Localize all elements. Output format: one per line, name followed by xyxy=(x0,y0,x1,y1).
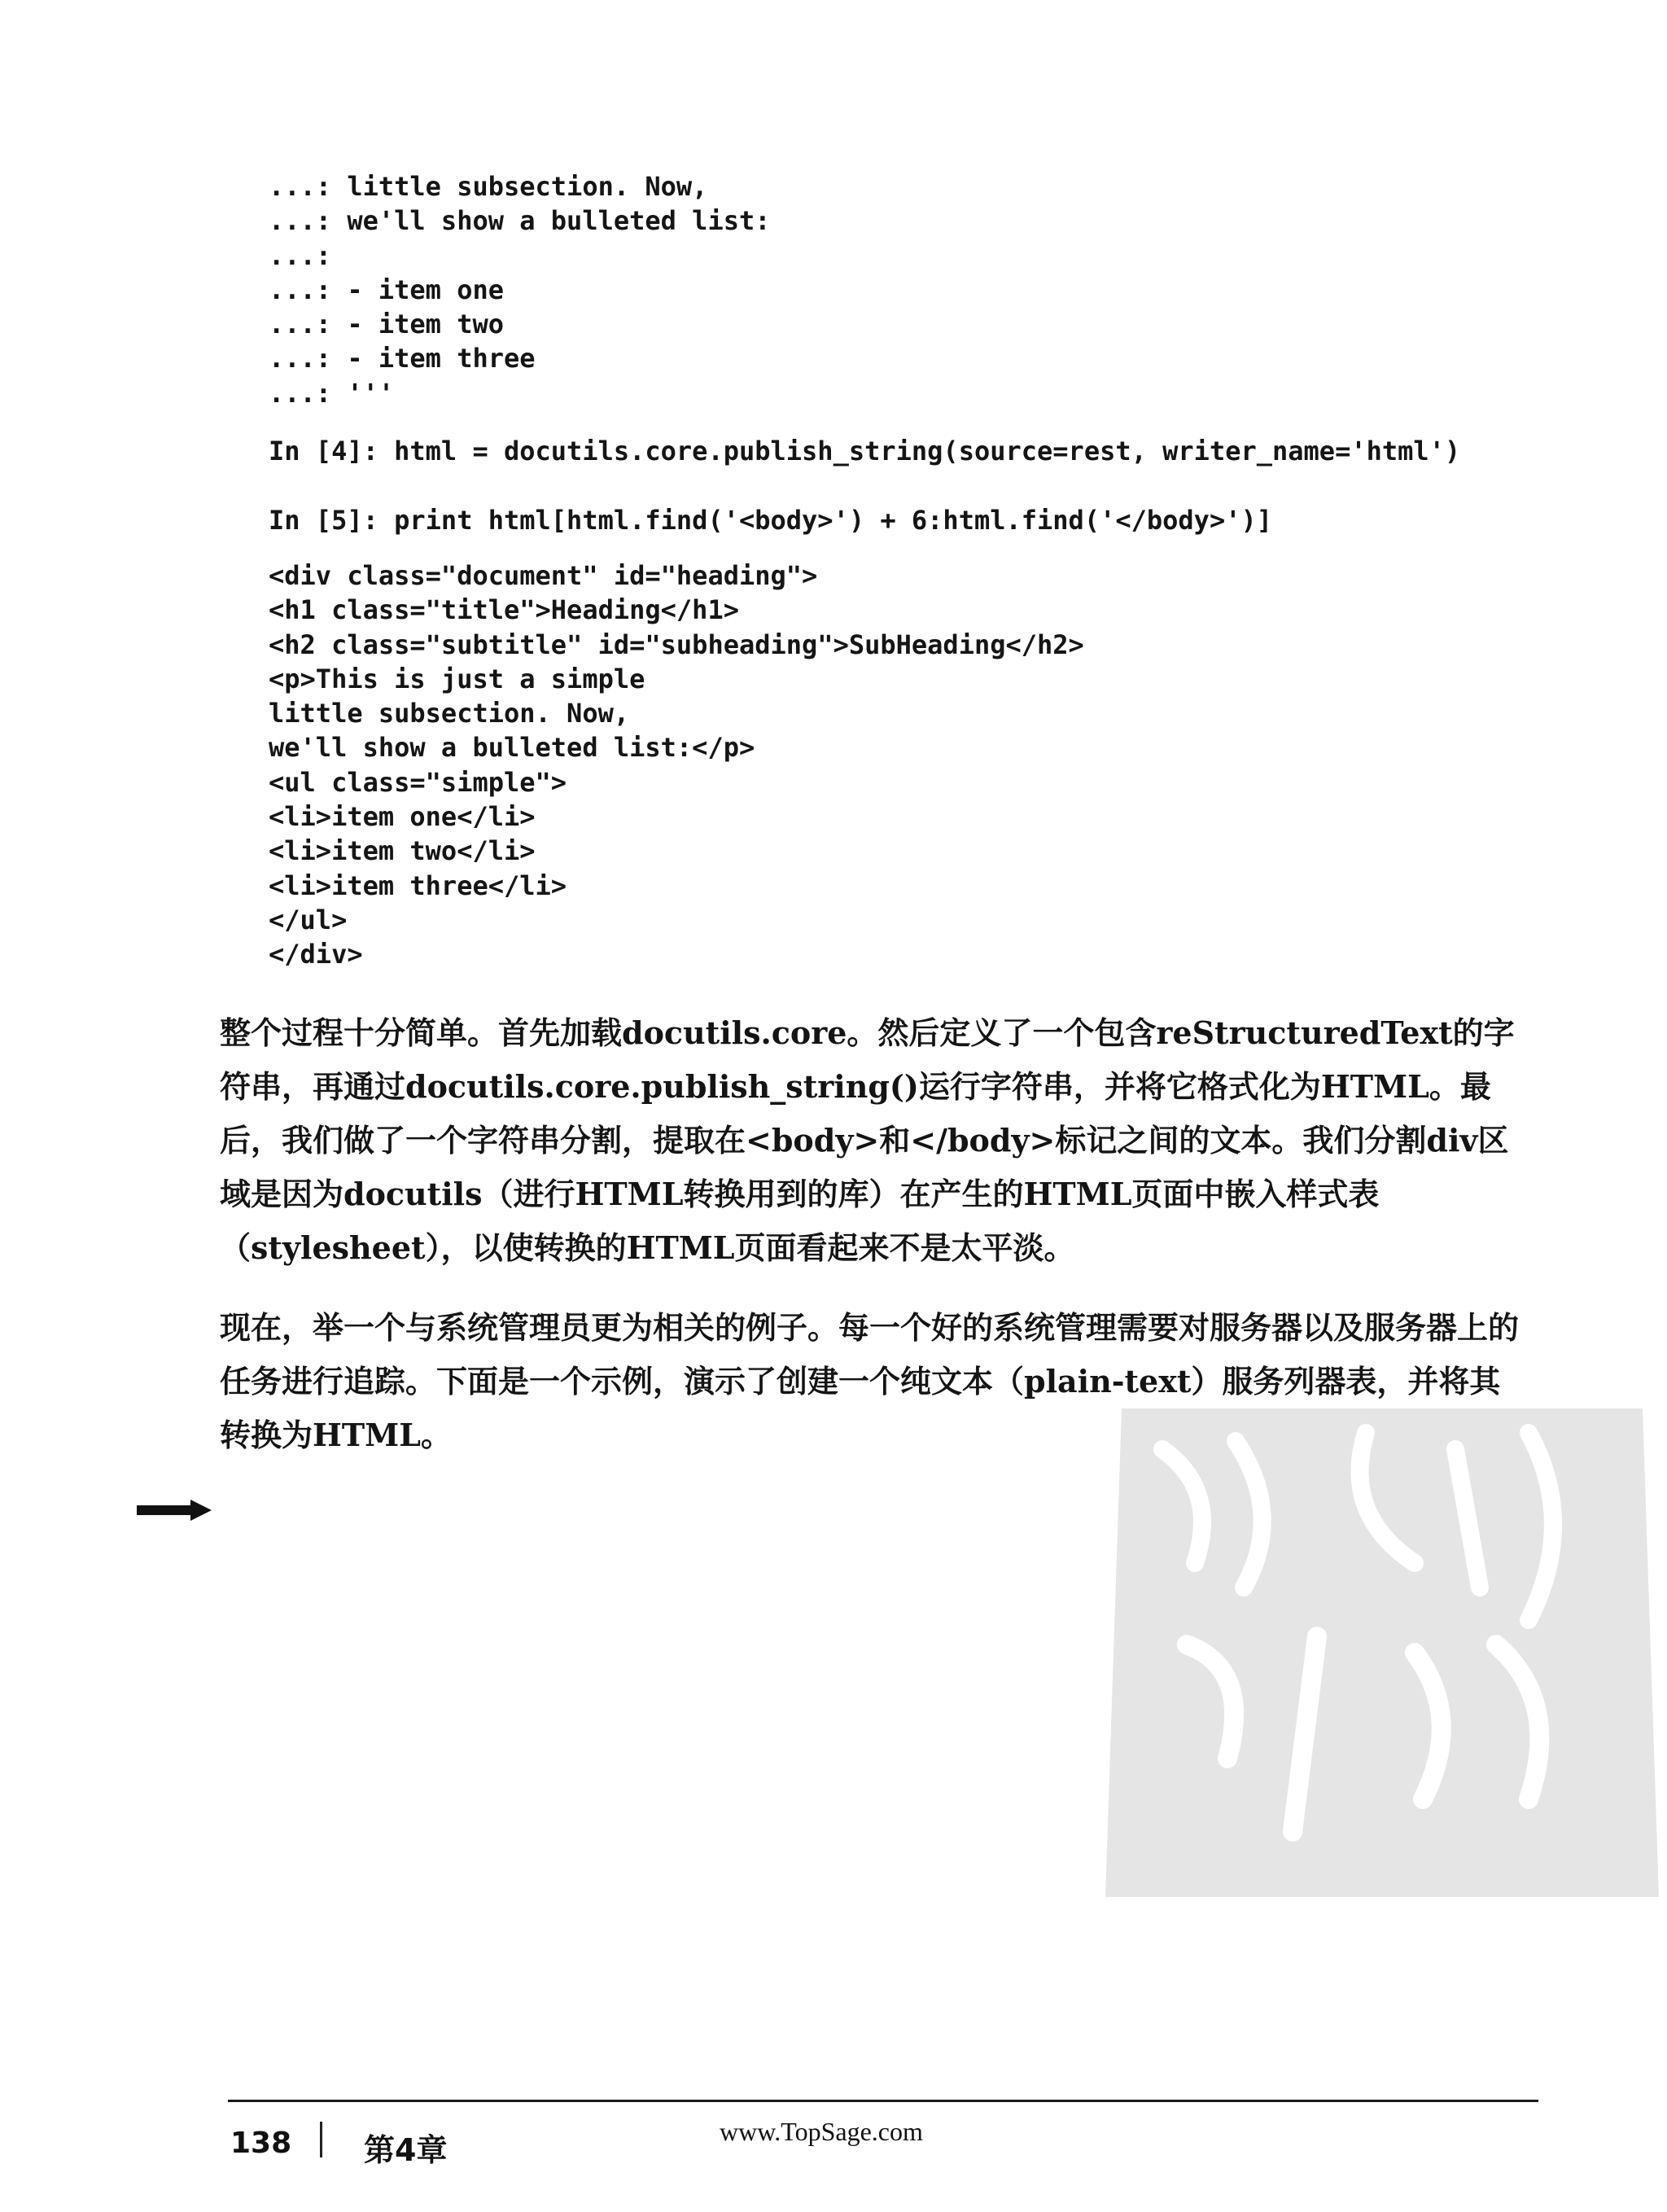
body-paragraph-1: 整个过程十分简单。首先加载docutils.core。然后定义了一个包含reStructuredText的字符串，再通过docutils.core.publish_string()运行字符串，并将它格式化为HTML。最后，我们做了一个字符串分割，提取在<body>和</body>标记之间的文本。我们分割div区域是因为docutils（进行HTML转换用到的库）在产生的HTML页面中嵌入样式表（stylesheet），以使转换的HTML页面看起来不是太平淡。 xyxy=(220,1014,1515,1266)
page-number: 138 xyxy=(230,2127,292,2160)
body-paragraph-2: 现在，举一个与系统管理员更为相关的例子。每一个好的系统管理需要对服务器以及服务器上的任务进行追踪。下面是一个示例，演示了创建一个纯文本（plain-text）服务列器表，并将其转换为HTML。 xyxy=(220,1309,1520,1453)
footer-separator xyxy=(320,2122,322,2157)
library-stamp-icon xyxy=(1073,1376,1667,1897)
code-block-top: ...: little subsection. Now, ...: we'll show a bulleted list: ...: ...: - item one ...: - item two ...: - item three ...: ''' xyxy=(269,171,771,409)
footer-url: www.TopSage.com xyxy=(720,2117,923,2146)
code-block-commands: In [4]: html = docutils.core.publish_string(source=rest, writer_name='html') In [5]: print html[html.find('<body>') + 6:html.find('</body>')] xyxy=(269,436,1461,536)
code-block-html-output: <div class="document" id="heading"> <h1 class="title">Heading</h1> <h2 class="subtitle" id="subheading">SubHeading</h2> <p>This is just a simple little subsection. Now, we'll show a bulleted list:</p> <ul class="simple"> <li>item one</li> <li>item two</li> <li>item three</li> </ul> </div> xyxy=(269,560,1084,970)
arrow-marker-icon xyxy=(137,1500,212,1521)
chapter-label: 第4章 xyxy=(364,2132,448,2168)
footer-rule xyxy=(228,2100,1538,2102)
